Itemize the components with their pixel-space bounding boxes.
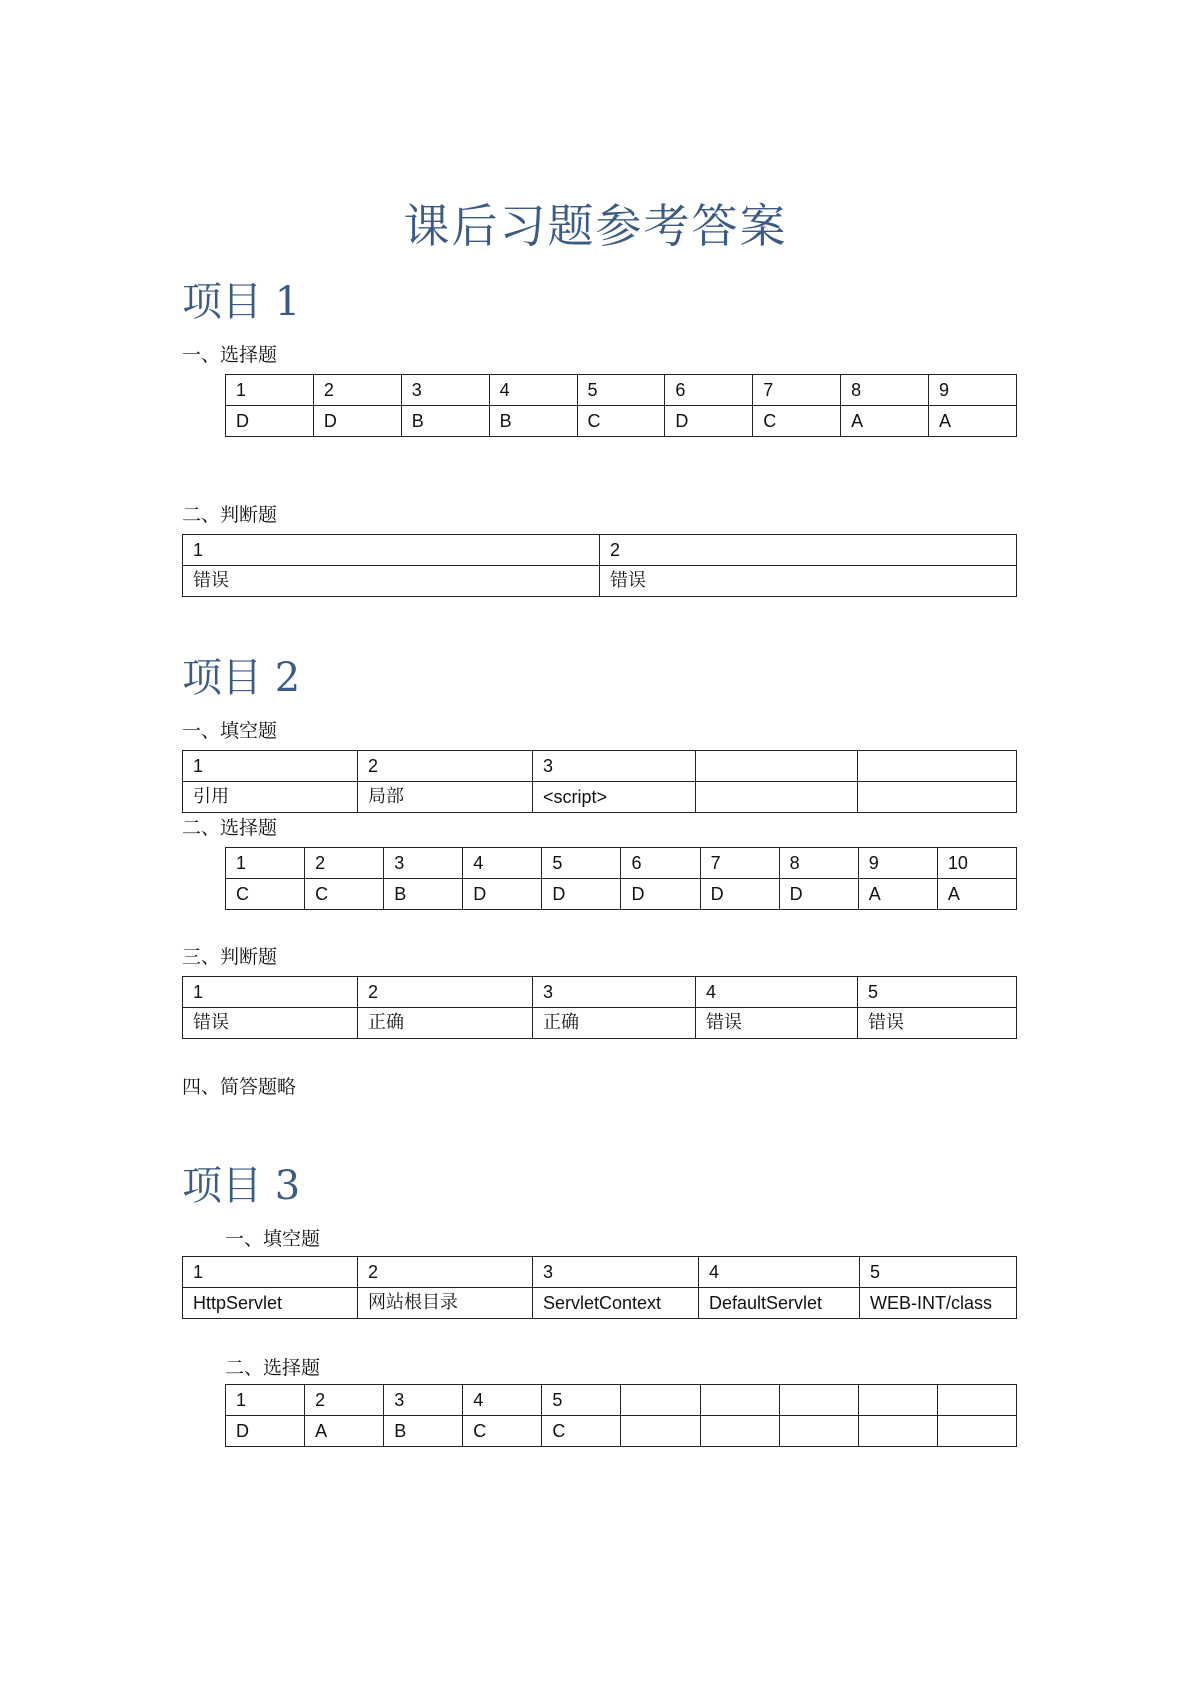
answer-cell bbox=[858, 1416, 937, 1447]
answer-table bbox=[182, 534, 1017, 597]
answer-cell: 正确 bbox=[533, 1008, 696, 1039]
answer-cell: A bbox=[929, 406, 1017, 437]
answer-cell bbox=[858, 782, 1017, 813]
question-number-cell: 5 bbox=[542, 848, 621, 879]
answer-cell: 错误 bbox=[600, 566, 1017, 597]
question-number-cell: 10 bbox=[937, 848, 1016, 879]
answer-cell: B bbox=[401, 406, 489, 437]
question-number-row bbox=[226, 1385, 1017, 1416]
question-number-cell: 2 bbox=[358, 977, 533, 1008]
document-title: 课后习题参考答案 bbox=[403, 199, 788, 253]
answer-cell: C bbox=[542, 1416, 621, 1447]
answer-table bbox=[225, 374, 1017, 437]
answer-cell: D bbox=[779, 879, 858, 910]
answer-cell: D bbox=[542, 879, 621, 910]
answer-cell: D bbox=[700, 879, 779, 910]
answer-cell: C bbox=[463, 1416, 542, 1447]
question-number-cell: 5 bbox=[577, 375, 665, 406]
answer-row bbox=[183, 566, 1017, 597]
answer-cell: <script> bbox=[533, 782, 696, 813]
question-number-cell bbox=[696, 751, 858, 782]
question-number-row bbox=[183, 535, 1017, 566]
answer-cell: WEB-INT/class bbox=[860, 1288, 1017, 1319]
answer-table bbox=[182, 1256, 1017, 1319]
question-number-cell: 3 bbox=[533, 977, 696, 1008]
section-label: 二、选择题 bbox=[225, 1357, 321, 1379]
answer-cell: A bbox=[858, 879, 937, 910]
question-number-cell: 2 bbox=[600, 535, 1017, 566]
question-number-cell bbox=[621, 1385, 700, 1416]
answer-row bbox=[226, 879, 1017, 910]
question-number-cell: 1 bbox=[183, 977, 358, 1008]
question-number-cell: 3 bbox=[401, 375, 489, 406]
question-number-cell: 2 bbox=[305, 848, 384, 879]
answer-cell: C bbox=[305, 879, 384, 910]
answer-table bbox=[225, 1384, 1017, 1447]
question-number-cell bbox=[858, 751, 1017, 782]
section-label: 四、简答题略 bbox=[182, 1076, 297, 1098]
section-label: 三、判断题 bbox=[182, 946, 278, 968]
answer-cell: C bbox=[226, 879, 305, 910]
answer-cell: 引用 bbox=[183, 782, 358, 813]
answer-cell: D bbox=[313, 406, 401, 437]
question-number-cell: 3 bbox=[533, 751, 696, 782]
question-number-cell: 4 bbox=[699, 1257, 860, 1288]
answer-cell bbox=[696, 782, 858, 813]
answer-cell: 错误 bbox=[858, 1008, 1017, 1039]
question-number-cell bbox=[700, 1385, 779, 1416]
question-number-cell: 9 bbox=[858, 848, 937, 879]
question-number-cell: 4 bbox=[463, 1385, 542, 1416]
answer-row bbox=[183, 1288, 1017, 1319]
answer-cell bbox=[700, 1416, 779, 1447]
answer-row bbox=[183, 782, 1017, 813]
question-number-cell: 8 bbox=[779, 848, 858, 879]
answer-cell: D bbox=[463, 879, 542, 910]
question-number-cell bbox=[858, 1385, 937, 1416]
question-number-cell bbox=[779, 1385, 858, 1416]
answer-cell: B bbox=[384, 1416, 463, 1447]
question-number-cell: 1 bbox=[226, 848, 305, 879]
answer-cell: C bbox=[577, 406, 665, 437]
question-number-cell: 6 bbox=[665, 375, 753, 406]
answer-table bbox=[225, 847, 1017, 910]
question-number-cell: 3 bbox=[384, 1385, 463, 1416]
question-number-cell: 4 bbox=[463, 848, 542, 879]
question-number-row bbox=[226, 848, 1017, 879]
question-number-cell bbox=[937, 1385, 1016, 1416]
section-label: 一、填空题 bbox=[182, 720, 278, 742]
answer-cell: 局部 bbox=[358, 782, 533, 813]
question-number-cell: 2 bbox=[313, 375, 401, 406]
question-number-cell: 2 bbox=[305, 1385, 384, 1416]
question-number-cell: 2 bbox=[358, 1257, 533, 1288]
question-number-cell: 1 bbox=[226, 1385, 305, 1416]
question-number-cell: 1 bbox=[183, 1257, 358, 1288]
answer-cell: 错误 bbox=[696, 1008, 858, 1039]
question-number-row bbox=[226, 375, 1017, 406]
answer-row bbox=[226, 406, 1017, 437]
question-number-cell: 7 bbox=[753, 375, 841, 406]
question-number-cell: 2 bbox=[358, 751, 533, 782]
answer-cell: D bbox=[226, 1416, 305, 1447]
question-number-cell: 8 bbox=[841, 375, 929, 406]
question-number-row bbox=[183, 977, 1017, 1008]
answer-row bbox=[226, 1416, 1017, 1447]
section-label: 一、选择题 bbox=[182, 344, 278, 366]
question-number-cell: 5 bbox=[860, 1257, 1017, 1288]
section-label: 一、填空题 bbox=[225, 1228, 321, 1250]
answer-cell bbox=[621, 1416, 700, 1447]
answer-cell: B bbox=[384, 879, 463, 910]
answer-cell: D bbox=[621, 879, 700, 910]
question-number-row bbox=[183, 1257, 1017, 1288]
project-heading: 项目 2 bbox=[182, 655, 301, 701]
answer-cell: ServletContext bbox=[533, 1288, 699, 1319]
answer-table bbox=[182, 976, 1017, 1039]
project-heading: 项目 1 bbox=[182, 279, 301, 325]
question-number-row bbox=[183, 751, 1017, 782]
answer-cell: C bbox=[753, 406, 841, 437]
answer-cell bbox=[937, 1416, 1016, 1447]
answer-cell: A bbox=[937, 879, 1016, 910]
answer-cell: HttpServlet bbox=[183, 1288, 358, 1319]
question-number-cell: 7 bbox=[700, 848, 779, 879]
answer-cell: B bbox=[489, 406, 577, 437]
question-number-cell: 9 bbox=[929, 375, 1017, 406]
section-label: 二、判断题 bbox=[182, 504, 278, 526]
answer-table bbox=[182, 750, 1017, 813]
answer-row bbox=[183, 1008, 1017, 1039]
answer-cell: D bbox=[226, 406, 314, 437]
section-label: 二、选择题 bbox=[182, 817, 278, 839]
question-number-cell: 1 bbox=[183, 751, 358, 782]
answer-cell: 网站根目录 bbox=[358, 1288, 533, 1319]
question-number-cell: 4 bbox=[489, 375, 577, 406]
question-number-cell: 1 bbox=[183, 535, 600, 566]
project-heading: 项目 3 bbox=[182, 1163, 301, 1209]
answer-cell: 正确 bbox=[358, 1008, 533, 1039]
answer-cell: A bbox=[305, 1416, 384, 1447]
answer-cell: 错误 bbox=[183, 1008, 358, 1039]
answer-cell: DefaultServlet bbox=[699, 1288, 860, 1319]
answer-cell bbox=[779, 1416, 858, 1447]
question-number-cell: 5 bbox=[542, 1385, 621, 1416]
question-number-cell: 4 bbox=[696, 977, 858, 1008]
answer-cell: D bbox=[665, 406, 753, 437]
answer-cell: 错误 bbox=[183, 566, 600, 597]
question-number-cell: 3 bbox=[384, 848, 463, 879]
question-number-cell: 3 bbox=[533, 1257, 699, 1288]
answer-cell: A bbox=[841, 406, 929, 437]
question-number-cell: 5 bbox=[858, 977, 1017, 1008]
question-number-cell: 6 bbox=[621, 848, 700, 879]
question-number-cell: 1 bbox=[226, 375, 314, 406]
